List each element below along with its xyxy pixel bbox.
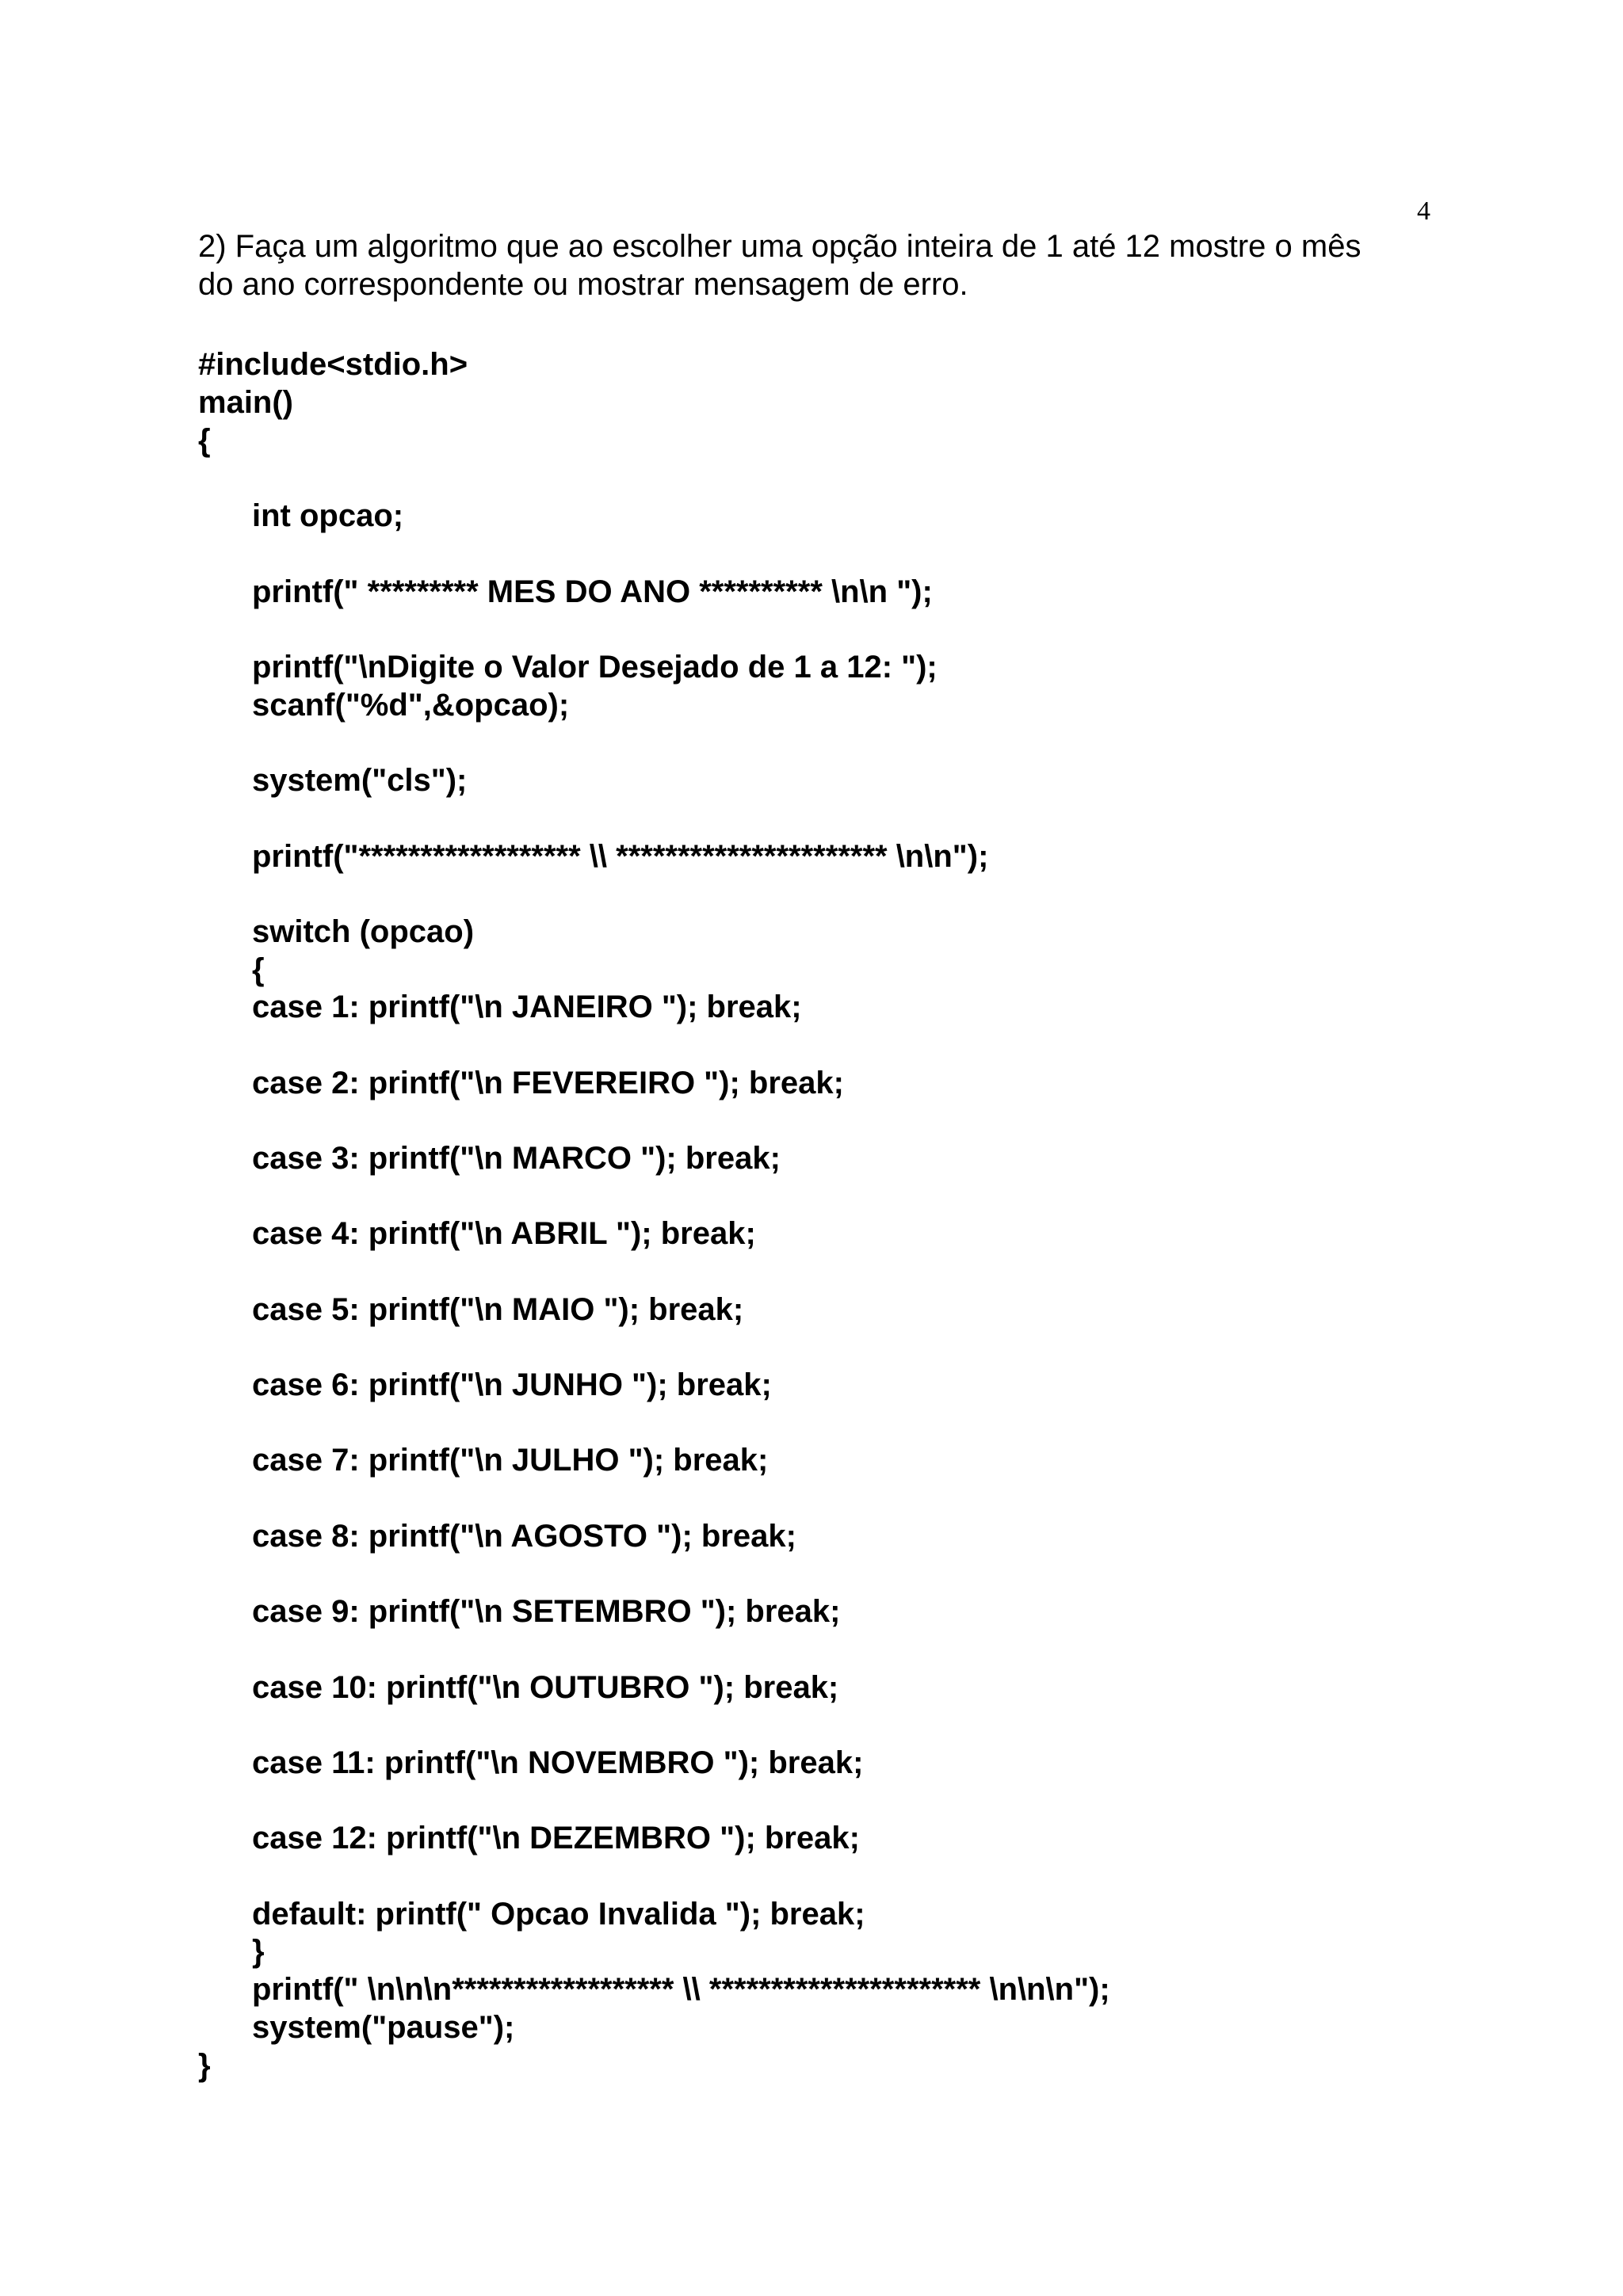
code-line-case-5: case 5: printf("\n MAIO "); break;: [252, 1292, 744, 1327]
code-line-system-cls: system("cls");: [252, 763, 468, 798]
code-line-switch-open: {: [252, 952, 265, 987]
code-line-case-9: case 9: printf("\n SETEMBRO "); break;: [252, 1594, 841, 1629]
question-line-1: 2) Faça um algoritmo que ao escolher uma opção inteira de 1 até 12 mostre o mês: [198, 229, 1361, 264]
code-line-printf-end: printf(" \n\n\n****************** \\ ********************** \n\n\n");: [252, 1972, 1110, 2007]
code-line-case-7: case 7: printf("\n JULHO "); break;: [252, 1443, 769, 1478]
code-line-close-brace: }: [198, 2048, 211, 2083]
code-line-printf-title: printf(" ********* MES DO ANO ********** \n\n ");: [252, 574, 933, 609]
code-line-case-4: case 4: printf("\n ABRIL "); break;: [252, 1216, 756, 1251]
code-line-case-8: case 8: printf("\n AGOSTO "); break;: [252, 1519, 796, 1554]
code-line-printf-prompt: printf("\nDigite o Valor Desejado de 1 a 12: ");: [252, 650, 938, 685]
code-line-case-2: case 2: printf("\n FEVEREIRO "); break;: [252, 1066, 844, 1100]
code-line-case-11: case 11: printf("\n NOVEMBRO "); break;: [252, 1745, 864, 1780]
code-line-printf-separator: printf("****************** \\ ********************** \n\n");: [252, 839, 989, 874]
code-line-case-10: case 10: printf("\n OUTUBRO "); break;: [252, 1670, 839, 1705]
code-line-case-1: case 1: printf("\n JANEIRO "); break;: [252, 990, 802, 1024]
question-line-2: do ano correspondente ou mostrar mensagem de erro.: [198, 267, 968, 302]
code-line-include: #include<stdio.h>: [198, 347, 468, 382]
code-line-int-decl: int opcao;: [252, 498, 404, 533]
code-line-case-3: case 3: printf("\n MARCO "); break;: [252, 1141, 781, 1176]
code-line-switch: switch (opcao): [252, 914, 475, 949]
code-line-switch-close: }: [252, 1934, 265, 1969]
code-line-main: main(): [198, 385, 293, 420]
code-line-case-6: case 6: printf("\n JUNHO "); break;: [252, 1367, 772, 1402]
code-line-default: default: printf(" Opcao Invalida "); break;: [252, 1897, 865, 1932]
code-line-system-pause: system("pause");: [252, 2010, 515, 2045]
code-line-scanf: scanf("%d",&opcao);: [252, 688, 570, 723]
code-line-open-brace: {: [198, 423, 211, 458]
page-number: 4: [1417, 196, 1430, 226]
code-line-case-12: case 12: printf("\n DEZEMBRO "); break;: [252, 1821, 860, 1855]
